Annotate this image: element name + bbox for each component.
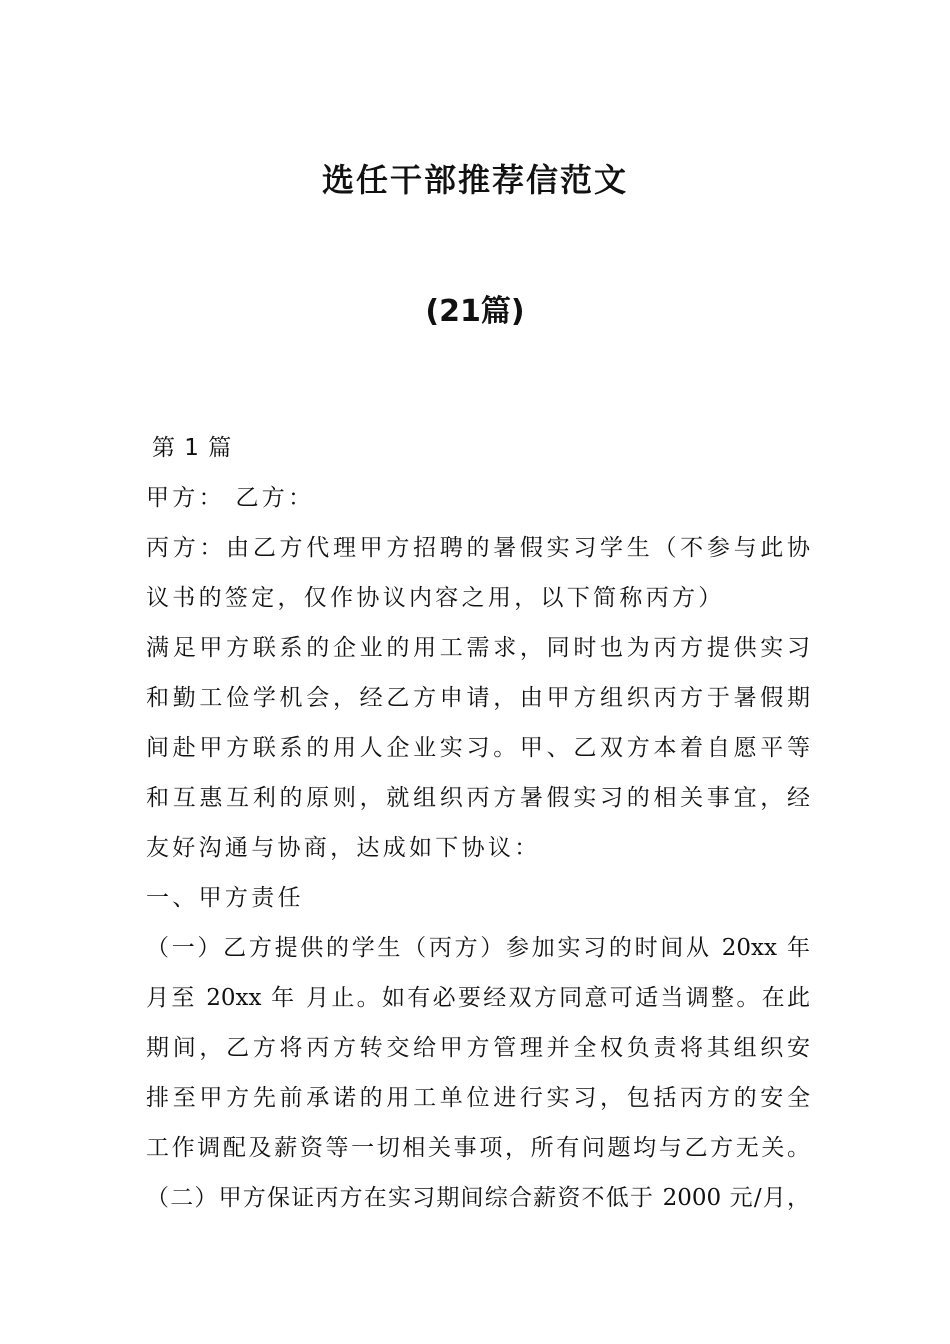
paragraph-line: 间赴甲方联系的用人企业实习。甲、乙双方本着自愿平等 (146, 735, 810, 761)
document-subtitle: (21篇) (425, 294, 525, 329)
paragraph-line: 和勤工俭学机会，经乙方申请，由甲方组织丙方于暑假期 (146, 685, 810, 711)
paragraph-line: 和互惠互利的原则，就组织丙方暑假实习的相关事宜，经 (146, 785, 810, 811)
paragraph-line: （二）甲方保证丙方在实习期间综合薪资不低于 2000 元/月， (146, 1185, 810, 1211)
paragraph-line: 月至 20xx 年 月止。如有必要经双方同意可适当调整。在此 (146, 985, 810, 1011)
paragraph-line: 排至甲方先前承诺的用工单位进行实习，包括丙方的安全 (146, 1085, 810, 1111)
paragraph-line: （一）乙方提供的学生（丙方）参加实习的时间从 20xx 年 (146, 935, 810, 961)
paragraph-line: 友好沟通与协商，达成如下协议： (146, 835, 541, 861)
paragraph-line: 满足甲方联系的企业的用工需求，同时也为丙方提供实习 (146, 635, 810, 661)
party-line: 甲方： 乙方： (146, 485, 315, 511)
paragraph-line: 丙方：由乙方代理甲方招聘的暑假实习学生（不参与此协 (146, 535, 810, 561)
chapter-heading: 第 1 篇 (152, 435, 233, 461)
paragraph-line: 工作调配及薪资等一切相关事项，所有问题均与乙方无关。 (146, 1135, 810, 1161)
document-title: 选任干部推荐信范文 (321, 161, 628, 199)
paragraph-line: 议书的签定，仅作协议内容之用，以下简称丙方） (146, 585, 725, 611)
section-heading: 一、甲方责任 (146, 885, 304, 911)
document-body (146, 428, 810, 1228)
paragraph-line: 期间，乙方将丙方转交给甲方管理并全权负责将其组织安 (146, 1035, 810, 1061)
